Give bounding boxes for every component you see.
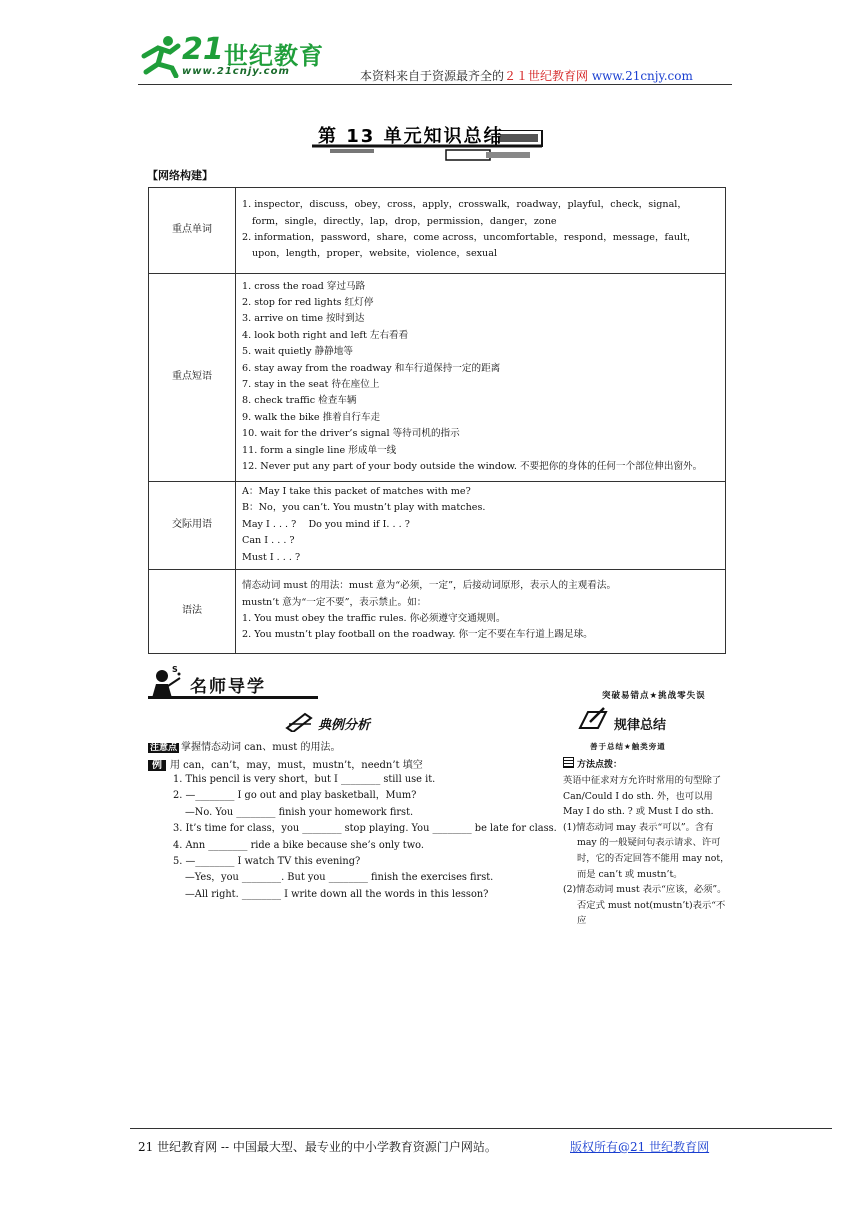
logo-number: 21: [182, 32, 224, 67]
teacher-icon: [148, 664, 184, 700]
example-analysis-heading: 典例分析: [318, 718, 371, 733]
dialogue-line: Can I . . . ?: [242, 535, 295, 547]
example-tag: 例: [148, 760, 166, 771]
category-cell: 重点单词: [149, 188, 236, 274]
logo-url: www.21cnjy.com: [182, 66, 290, 77]
header-source-prefix: 本资料来自于资源最齐全的: [360, 69, 505, 83]
dialogue-line: B：No，you can’t. You mustn’t play with matches.: [242, 502, 486, 514]
note-text: 掌握情态动词 can、must 的用法。: [181, 742, 341, 753]
grammar-line: 1. You must obey the traffic rules. 你必须遵守交通规则。: [242, 613, 506, 625]
vocab-line: 1. inspector，discuss，obey，cross，apply，crosswalk，roadway，playful，check，signal，form，single，directly，lap，drop，permission，danger，zone: [242, 199, 687, 227]
exercise-list: [173, 772, 557, 903]
category-cell: 交际用语: [149, 482, 236, 570]
grammar-line: 2. You mustn’t play football on the roadway. 你一定不要在车行道上踢足球。: [242, 629, 593, 641]
tips-heading: [563, 757, 622, 770]
footer-divider: [130, 1128, 832, 1129]
footer-text: 21 世纪教育网 -- 中国最大型、最专业的中小学教育资源门户网站。: [138, 1140, 497, 1154]
notebook-pen-icon: [578, 706, 608, 732]
logo-text: 世纪教育: [224, 42, 324, 70]
dialogue-line: A：May I take this packet of matches with me?: [242, 486, 471, 497]
phrase-line: 1. cross the road 穿过马路: [242, 280, 366, 292]
phrase-line: 4. look both right and left 左右看看: [242, 329, 409, 341]
table-row-vocab: [149, 188, 726, 274]
grammar-line: mustn’t 意为“一定不要”，表示禁止。如：: [242, 596, 427, 608]
vocab-line: 2. information，password，share，come across，uncomfortable，respond，message，fault，upon，length，proper，website，violence，sexual: [242, 232, 697, 260]
example-instruction: 用 can，can’t，may，must，mustn’t，needn’t 填空: [170, 760, 423, 771]
pencil-icon: [285, 710, 315, 732]
tips-heading-text: 方法点拨：: [577, 760, 623, 770]
note-tag: 注意点: [150, 743, 178, 753]
header-divider: [138, 84, 732, 85]
example-heading: [148, 756, 423, 771]
phrase-line: 12. Never put any part of your body outside the window. 不要把你的身体的任何一个部位伸出窗外。: [242, 461, 703, 473]
phrase-line: 7. stay in the seat 待在座位上: [242, 379, 380, 390]
knowledge-table: [148, 187, 726, 654]
grammar-line: 情态动词 must 的用法：must 意为“必须，一定”，后接动词原形，表示人的主观看法。: [242, 580, 617, 592]
svg-text:S: S: [172, 665, 178, 674]
tips-icon: [563, 757, 574, 768]
category-cell: 重点短语: [149, 274, 236, 482]
section-tagline: 突破易错点★挑战零失误: [602, 691, 706, 701]
exercise-line: 2. —________ I go out and play basketball，Mum?: [173, 790, 417, 802]
header-source-url[interactable]: www.21cnjy.com: [591, 69, 693, 83]
phrase-line: 2. stop for red lights 红灯停: [242, 296, 374, 308]
phrases-cell: [236, 274, 726, 482]
exercise-line: 4. Ann ________ ride a bike because she’s only two.: [173, 839, 424, 851]
phrase-line: 10. wait for the driver’s signal 等待司机的指示: [242, 428, 460, 440]
tips-body: [563, 773, 733, 929]
header-source-site[interactable]: ２１世纪教育网: [504, 69, 589, 83]
exercise-line: 3. It’s time for class，you ________ stop playing. You ________ be late for class.: [173, 823, 557, 835]
runner-icon: [138, 34, 184, 78]
category-cell: 语法: [149, 570, 236, 654]
page-title: 第 13 单元知识总结: [318, 126, 504, 147]
dialogue-line: May I . . . ? Do you mind if I. . . ?: [242, 518, 410, 530]
dialogue-line: Must I . . . ?: [242, 551, 301, 563]
section-title: 名师导学: [190, 677, 266, 697]
note-line: [148, 738, 340, 753]
phrase-line: 6. stay away from the roadway 和车行道保持一定的距离: [242, 362, 501, 374]
phrase-line: 9. walk the bike 推着自行车走: [242, 411, 381, 423]
phrase-line: 8. check traffic 检查车辆: [242, 395, 357, 407]
exercise-line: —No. You ________ finish your homework first.: [185, 806, 414, 818]
tips-point: (1)情态动词 may 表示“可以”。含有 may 的一般疑问句表示请求、许可时，它的否定回答不能用 may not，而是 can’t 或 mustn’t。: [563, 821, 730, 880]
tips-point: (2)情态动词 must 表示“应该，必须”。否定式 must not(mustn’t)表示“不应: [563, 884, 727, 927]
footer-copyright-link[interactable]: 版权所有@21 世纪教育网: [570, 1140, 710, 1154]
phrase-line: 5. wait quietly 静静地等: [242, 346, 353, 358]
table-row-grammar: [149, 570, 726, 654]
exercise-line: —Yes，you ________. But you ________ finish the exercises first.: [185, 872, 494, 884]
table-row-phrases: [149, 274, 726, 482]
grammar-cell: [236, 570, 726, 654]
vocab-cell: [236, 188, 726, 274]
exercise-line: 1. This pencil is very short，but I ________ still use it.: [173, 774, 436, 785]
exercise-line: —All right. ________ I write down all the words in this lesson?: [185, 888, 489, 900]
rule-summary-heading: 规律总结: [614, 718, 667, 733]
tips-intro: 英语中征求对方允许时常用的句型除了 Can/Could I do sth. 外，也可以用 May I do sth. ? 或 Must I do sth.: [563, 775, 722, 818]
site-logo: [138, 32, 338, 82]
phrase-line: 11. form a single line 形成单一线: [242, 444, 397, 456]
rule-summary-tagline: 善于总结★触类旁通: [590, 742, 666, 751]
table-row-communication: [149, 482, 726, 570]
header-source-text: [360, 67, 693, 84]
exercise-line: 5. —________ I watch TV this evening?: [173, 856, 361, 868]
phrase-line: 3. arrive on time 按时到达: [242, 313, 365, 325]
section-underline: [148, 696, 318, 699]
network-label: 【网络构建】: [147, 169, 213, 182]
communication-cell: [236, 482, 726, 570]
